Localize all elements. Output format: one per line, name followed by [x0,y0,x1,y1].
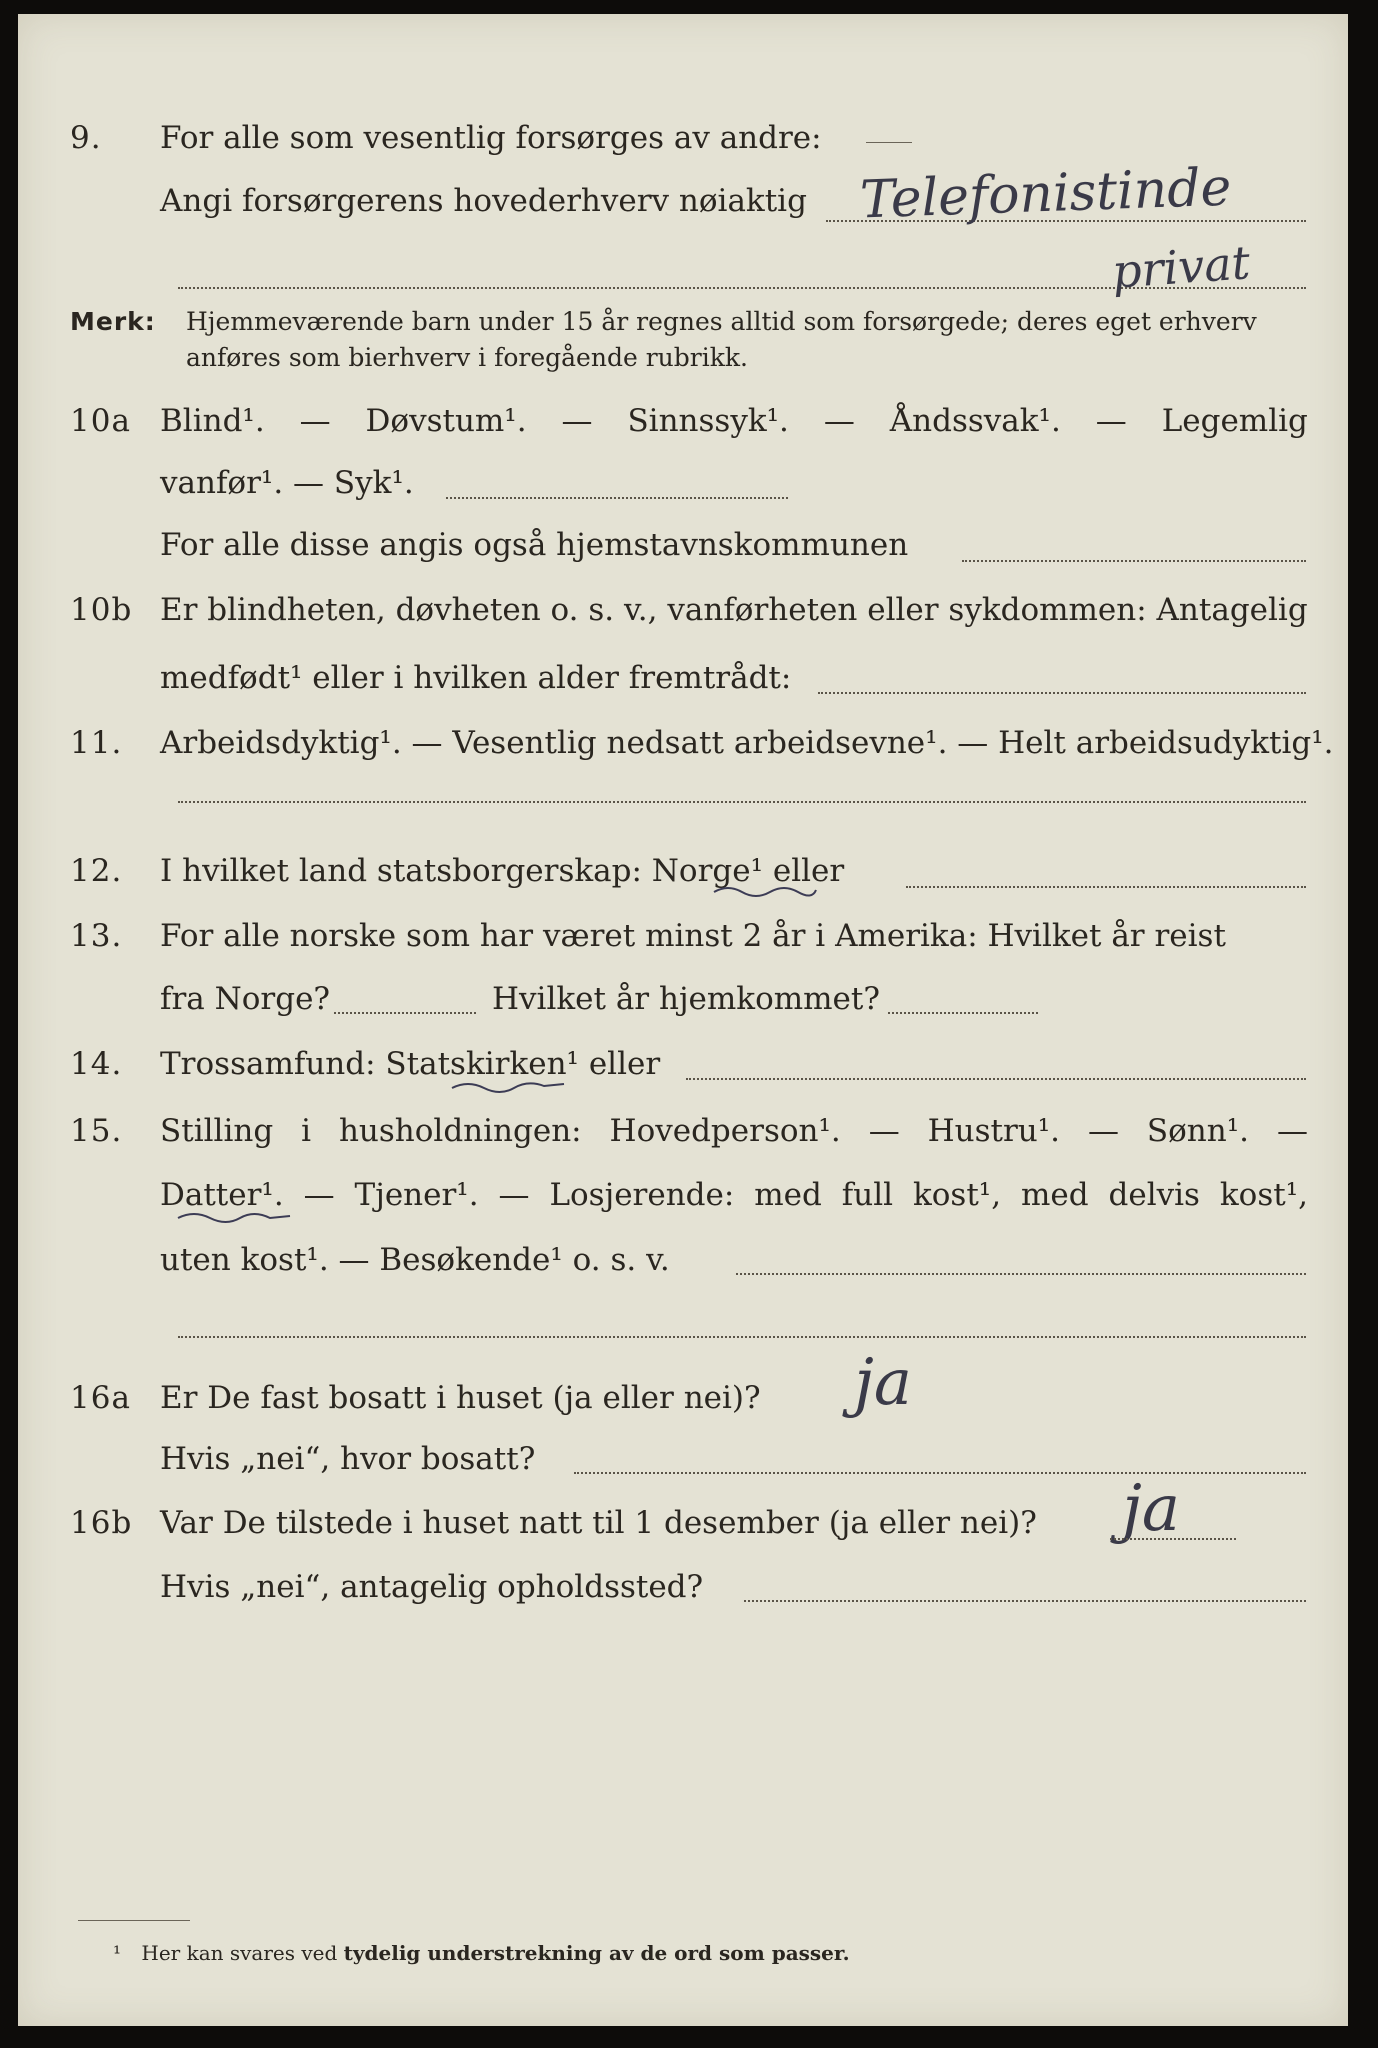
q15-words-1 [160,1108,1308,1154]
q9-handwritten-occupation: Telefonistinde [859,157,1233,231]
q13-text-2b: Hvilket år hjemkommet? [492,981,880,1017]
q15-answer-line-2 [178,1336,1306,1338]
q11-line1 [18,720,1348,766]
q16b-line2 [18,1564,1348,1610]
q13-text-2a: fra Norge? [160,981,331,1017]
word: — [823,403,855,439]
q14-number: 14. [70,1046,123,1082]
q13-answer-line-2 [888,1012,1038,1014]
word: kost¹, [1219,1177,1308,1213]
footnote-marker: ¹ [113,1941,122,1965]
word: — [1087,1113,1119,1149]
q13-text-1: For alle norske som har været minst 2 år i Amerika: Hvilket år reist [160,918,1226,954]
word: Datter¹. [160,1177,284,1213]
q10b-number: 10b [70,592,133,628]
q10a-answer-line-2 [962,560,1306,562]
word: Stilling [160,1113,274,1149]
word: Tjener¹. [354,1177,479,1213]
word: Sinnssyk¹. [627,403,789,439]
q12-norge-underline [710,882,820,900]
q10a-line2 [18,460,1348,506]
q11-number: 11. [70,725,123,761]
q14-text-1: Trossamfund: Statskirken¹ eller [160,1046,661,1082]
footnote [113,1938,850,1968]
footnote-bold-text: tydelig understrekning av de ord som passer. [343,1941,850,1965]
q16b-answer-line-2 [744,1600,1306,1602]
q9-line1 [18,115,1348,161]
word: Losjerende: [549,1177,735,1213]
merk-text: Hjemmeværende barn under 15 år regnes alltid som forsørgede; deres eget erhverv anføres som bierhverv i foregående rubrikk. [186,307,1257,372]
q14-line1 [18,1041,1348,1087]
q10a-text-2: vanfør¹. — Syk¹. [160,465,414,501]
q10a-number: 10a [70,403,131,439]
q12-answer-line [906,886,1306,888]
q10b-line1 [18,587,1348,633]
q9-dash [866,142,912,143]
q16b-text-1: Var De tilstede i huset natt til 1 desember (ja eller nei)? [160,1505,1037,1541]
word: — [1095,403,1127,439]
q12-text-1: I hvilket land statsborgerskap: Norge¹ eller [160,853,845,889]
word: Sønn¹. [1146,1113,1250,1149]
q16a-handwritten-answer: ja [854,1346,912,1420]
q16a-answer-line [574,1472,1306,1474]
word: kost¹, [912,1177,1002,1213]
word: — [868,1113,900,1149]
q10a-text-3: For alle disse angis også hjemstavnskommunen [160,527,909,563]
q16a-line1 [18,1375,1348,1421]
q13-answer-line-1 [334,1012,476,1014]
q16b-text-2: Hvis „nei“, antagelig opholdssted? [160,1569,704,1605]
q10a-words [160,398,1308,444]
q13-number: 13. [70,918,123,954]
q15-words-2 [160,1172,1308,1218]
word: Legemlig [1161,403,1308,439]
word: — [303,1177,335,1213]
q16a-number: 16a [70,1380,131,1416]
q15-line3 [18,1237,1348,1283]
word: — [561,403,593,439]
q16b-handwritten-answer: ja [1122,1472,1180,1546]
word: Hovedperson¹. [609,1113,841,1149]
q13-line1 [18,913,1348,959]
q16a-text-2: Hvis „nei“, hvor bosatt? [160,1441,536,1477]
word: delvis [1108,1177,1200,1213]
word: Døvstum¹. [365,403,527,439]
q10b-answer-line [818,692,1306,694]
merk-label: Merk: [70,307,156,336]
q14-answer-line [686,1078,1306,1080]
q15-number: 15. [70,1113,123,1149]
word: Hustru¹. [927,1113,1061,1149]
q11-text-1: Arbeidsdyktig¹. — Vesentlig nedsatt arbeidsevne¹. — Helt arbeidsudyktig¹. [160,725,1334,761]
footnote-rule [78,1920,190,1921]
word: — [1276,1113,1308,1149]
q10a-answer-line-1 [446,497,788,499]
q10b-line2 [18,655,1348,701]
q9-number: 9. [70,120,102,156]
word: — [498,1177,530,1213]
q9-handwritten-private: privat [1110,235,1252,299]
word: i [301,1113,312,1149]
q15-answer-line-1 [736,1273,1306,1275]
word: — [299,403,331,439]
word: med [754,1177,822,1213]
word: Blind¹. [160,403,265,439]
census-form-page [18,14,1348,2026]
q16a-text-1: Er De fast bosatt i huset (ja eller nei)? [160,1380,761,1416]
q9-text-2: Angi forsørgerens hovederhverv nøiaktig [160,183,807,219]
q11-answer-line [178,801,1306,803]
q16b-answer-line-1 [1110,1538,1236,1540]
q16b-number: 16b [70,1505,133,1541]
footnote-text: Her kan svares ved [141,1941,338,1965]
q13-line2 [18,976,1348,1022]
word: med [1021,1177,1089,1213]
word: Åndssvak¹. [889,403,1061,439]
q15-line1 [18,1108,1348,1154]
q14-statskirken-underline [448,1078,568,1096]
word: full [841,1177,894,1213]
q15-datter-underline [174,1210,294,1228]
q9-text-1: For alle som vesentlig forsørges av andre: [160,120,822,156]
word: husholdningen: [338,1113,582,1149]
q15-text-3: uten kost¹. — Besøkende¹ o. s. v. [160,1242,670,1278]
q10b-text-2: medfødt¹ eller i hvilken alder fremtrådt: [160,660,792,696]
q10b-text-1: Er blindheten, døvheten o. s. v., vanførheten eller sykdommen: Antagelig [160,592,1308,628]
q12-number: 12. [70,853,123,889]
q10a-line1 [18,398,1348,444]
